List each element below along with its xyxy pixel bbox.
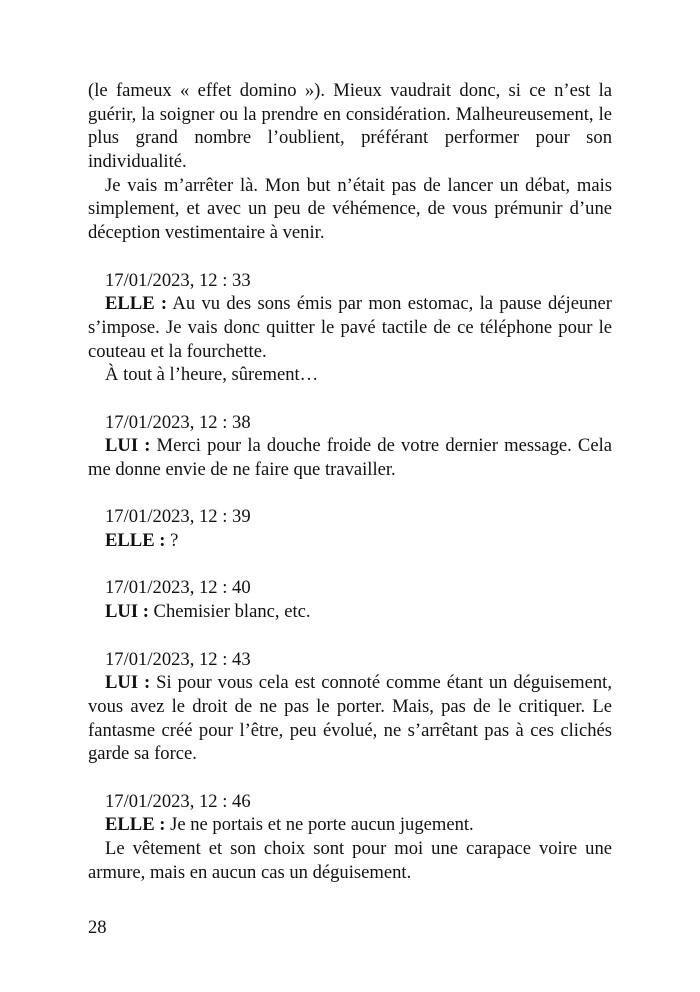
message-text: Merci pour la douche froide de votre dernier message. Cela (150, 435, 612, 457)
speaker: ELLE : (105, 814, 166, 836)
text-line: déception vestimentaire à venir. (88, 222, 325, 244)
speaker: LUI : (105, 672, 151, 694)
message-text: ? (165, 530, 179, 552)
message-text: Je ne portais et ne porte aucun jugement. (165, 814, 474, 836)
text-line: Le vêtement et son choix sont pour moi une carapace voire une (105, 838, 612, 859)
text-line: plus grand nombre l’oublient, préférant performer pour son (88, 127, 612, 149)
text-line: vous avez le droit de ne pas le porter. Mais, pas de le critiquer. Le (88, 695, 612, 717)
timestamp: 17/01/2023, 12 : 43 (105, 648, 251, 670)
speaker: ELLE : (105, 530, 166, 552)
text-line: garde sa force. (88, 743, 197, 765)
speaker: ELLE : (105, 293, 168, 315)
timestamp: 17/01/2023, 12 : 39 (105, 506, 251, 528)
page-body (88, 79, 612, 884)
paragraph (88, 79, 612, 174)
text-line: simplement, et avec un peu de véhémence, de vous prémunir d’une (88, 198, 612, 220)
text-line: guérir, la soigner ou la prendre en considération. Malheureusement, le (88, 103, 612, 125)
text-line (88, 671, 612, 695)
text-line (88, 529, 612, 553)
text-line: Je vais m’arrêter là. Mon but n’était pas de lancer un débat, mais (105, 174, 612, 196)
timestamp: 17/01/2023, 12 : 38 (105, 411, 251, 433)
message (88, 411, 612, 482)
text-line (88, 292, 612, 316)
text-line: À tout à l’heure, sûrement… (105, 364, 319, 386)
speaker: LUI : (105, 435, 151, 457)
text-line: couteau et la fourchette. (88, 340, 267, 362)
paragraph (88, 174, 612, 245)
text-line (88, 600, 612, 624)
text-line: s’impose. Je vais donc quitter le pavé tactile de ce téléphone pour le (88, 316, 612, 338)
text-line (88, 434, 612, 458)
message (88, 576, 612, 623)
text-line: (le fameux « effet domino »). Mieux vaudrait donc, si ce n’est la (88, 80, 612, 101)
message-text: Si pour vous cela est connoté comme étant un déguisement, (150, 672, 612, 694)
timestamp: 17/01/2023, 12 : 40 (105, 577, 251, 599)
text-line: individualité. (88, 151, 187, 173)
message-text: Chemisier blanc, etc. (148, 601, 311, 623)
message (88, 269, 612, 387)
text-line: fantasme créé pour l’être, peu évolué, ne s’arrêtant pas à ces clichés (88, 719, 612, 741)
text-line: armure, mais en aucun cas un déguisement. (88, 861, 412, 883)
text-line (88, 813, 612, 837)
message (88, 790, 612, 885)
page-number: 28 (88, 917, 107, 938)
message-text: Au vu des sons émis par mon estomac, la pause déjeuner (167, 293, 612, 315)
speaker: LUI : (105, 601, 149, 623)
message (88, 505, 612, 552)
message (88, 648, 612, 766)
timestamp: 17/01/2023, 12 : 33 (105, 269, 251, 291)
text-line: me donne envie de ne faire que travailler. (88, 459, 396, 480)
timestamp: 17/01/2023, 12 : 46 (105, 790, 251, 812)
